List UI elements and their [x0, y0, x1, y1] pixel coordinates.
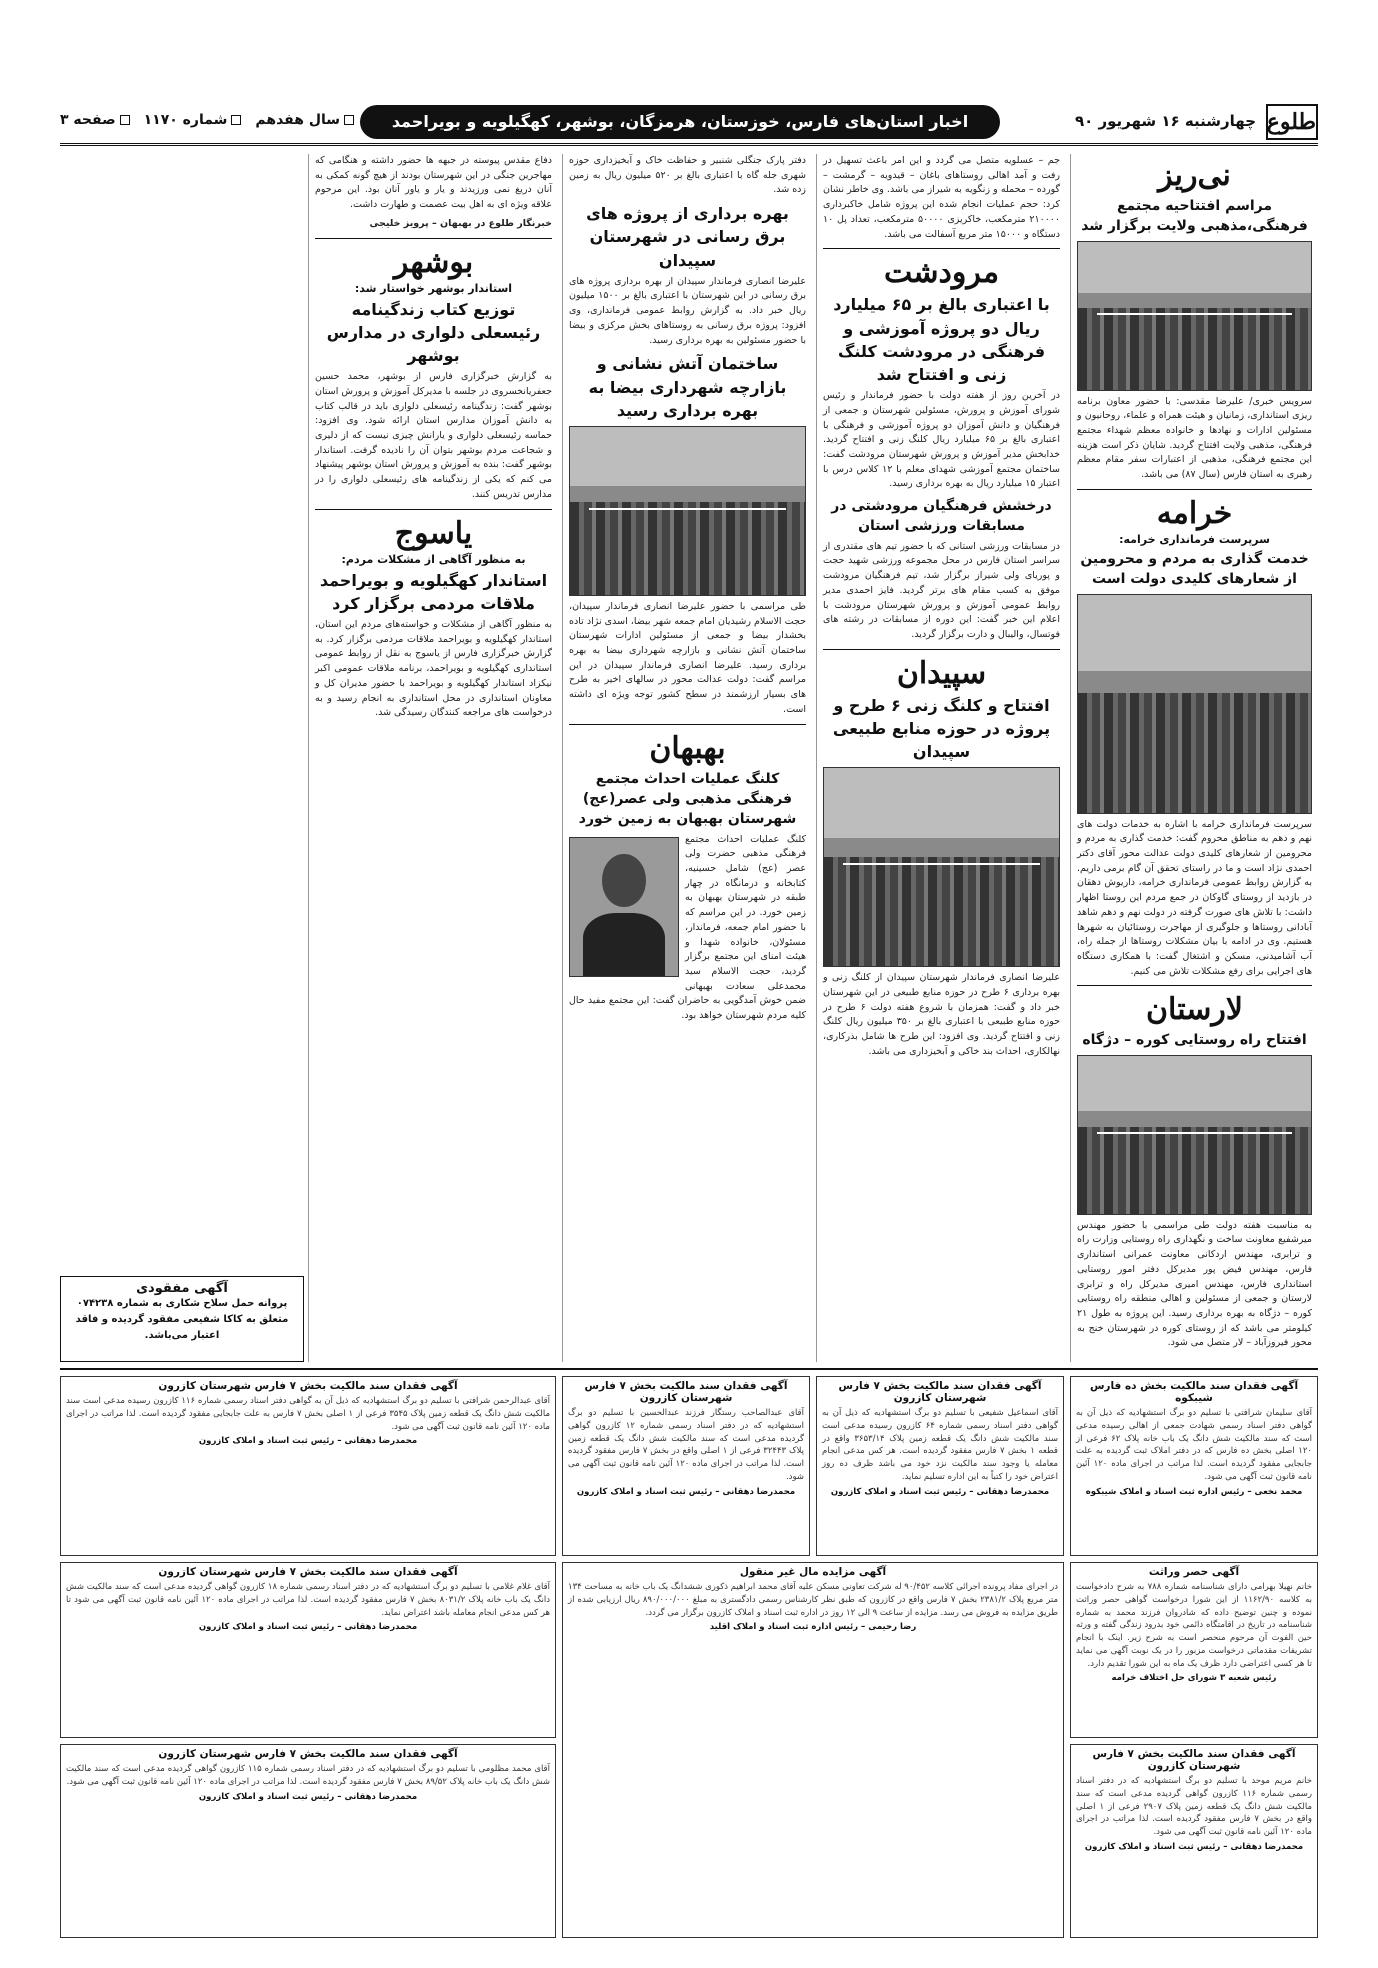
ad-signature: محمدرضا دهقانی – رئیس ثبت اسناد و املاک کازرون: [198, 1622, 418, 1633]
year-label: سال هفدهم: [255, 112, 354, 128]
square-icon: [120, 115, 130, 125]
ad-body: آقای عبدالصاحب رستگار فرزند عبدالحسین با تسلیم دو برگ استشهادیه که در دفتر اسناد رسمی شماره ۱۲ کازرون گواهی گردیده مدعی است که سند مالکیت شش دانگ یک قطعه زمین پلاک ۳۲۴۴۳ فرعی از ۱ اصلی واقع در بخش ۷ فارس مفقود گردیده است. لذا مراتب در اجرای ماده ۱۲۰ آئین نامه قانون ثبت آگهی می شود.: [568, 1408, 805, 1482]
masthead: [60, 100, 1318, 146]
natural-resources-photo: [823, 767, 1060, 967]
ad-body: خانم نهیلا بهرامی دارای شناسنامه شماره ۷۸۸ به شرح دادخواست به کلاسه ۱۱۶۲/۹۰ از این شورا درخواست گواهی حصر وراثت نموده و چنین توضیح داده که شادروان فرزند محمد به شماره شناسنامه در تاریخ در اقامتگاه دائمی خود بدرود زندگی گفته و ورثه حین الفوت آن مرحوم منحصر است به شرح زیر. اینک با انجام تشریفات مقدماتی درخواست مزبور را در یک نوبت آگهی می نماید تا هر کسی اعتراضی دارد ظرف یک ماه به این شورا تقدیم دارد.: [1076, 1582, 1312, 1669]
article-text: جم – عسلویه متصل می گردد و این امر باعث تسهیل در رفت و آمد اهالی روستاهای باغان – قیدویه – گرمشت – گورده – محمله و زنگویه به شیراز می باشد. وی خاطر نشان کرد: حجم عملیات انجام شده این پروژه شامل خاکبرداری ۲۱۰۰۰۰ مترمکعب، خاکریزی ۵۰۰۰۰ مترمکعب، تعداد پل ۱۰ دستگاه و ۱۵۰۰۰ متر مربع آسفالت می باشد.: [823, 155, 1061, 240]
ad-body: آقای محمد مظلومی با تسلیم دو برگ استشهادیه که در دفتر اسناد رسمی شماره ۱۱۵ کازرون گواهی گردیده مدعی است که سند مالکیت شش دانگ یک باب خانه پلاک ۸۹/۵۲ بخش ۷ فارس مفقود گردیده است. لذا مراتب در اجرای ماده ۱۲۰ آئین نامه قانون ثبت آگهی می شود.: [66, 1764, 550, 1787]
official-photo: [1077, 594, 1312, 814]
ad-signature: محمدرضا دهقانی – رئیس ثبت اسناد و املاک کازرون: [1084, 1841, 1304, 1852]
ad-title: آگهی فقدان سند مالکیت بخش ۷ فارس شهرستان کازرون: [158, 1380, 458, 1392]
article-text: کلنگ عملیات احداث مجتمع فرهنگی مذهبی حضرت ولی عصر (عج) شامل حسینیه، کتابخانه و درمانگاه در چهار طبقه در شهرستان بهبهان به زمین خورد. در این مراسم که با حضور امام جمعه، فرماندار، مسئولان، خانواده شهدا و هیئت امنای این مجتمع برگزار گردید، حجت الاسلام سید محمدعلی سعادت بهبهانی ضمن خوش آمدگویی به حاضران گفت: این مجتمع مفید حال کلیه مردم شهرستان خواهد بود.: [569, 833, 806, 1022]
headline: استاندار کهگیلویه و بویراحمد ملاقات مردمی برگزار کرد: [319, 570, 548, 613]
headline: مراسم افتتاحیه مجتمع فرهنگی،مذهبی ولایت برگزار شد: [1081, 198, 1308, 235]
headline: درخشش فرهنگیان مرودشتی در مسابقات ورزشی استان: [831, 498, 1052, 535]
ad-title: آگهی فقدان سند مالکیت بخش ده فارس شیبکوه: [1089, 1380, 1299, 1404]
ad-signature: رضا رحیمی – رئیس اداره ثبت اسناد و املاک اقلید: [709, 1622, 917, 1633]
square-icon: [231, 115, 241, 125]
column-2: [816, 154, 1066, 1362]
ad-title: آگهی فقدان سند مالکیت بخش ۷ فارس شهرستان کازرون: [584, 1380, 788, 1404]
column-1: [1070, 154, 1318, 1362]
classified-ads: [60, 1368, 1318, 1940]
ceremony-photo: [1077, 241, 1312, 391]
ad-body: آقای غلام غلامی با تسلیم دو برگ استشهادیه که در دفتر اسناد رسمی شماره ۱۸ کازرون گواهی گردیده مدعی است که سند مالکیت شش دانگ یک باب خانه پلاک ۸۰۳۱/۲ بخش ۷ فارس مفقود گردیده است. لذا مراتب در اجرای ماده ۱۲۰ آئین نامه قانون ثبت آگهی می شود تا هر کس مدعی انجام معامله باشد اعتراض نماید.: [66, 1582, 550, 1618]
article-text: دفاع مقدس پیوسته در جبهه ها حضور داشته و هنگامی که مهاجرین جنگی در این شهرستان بودند از هیچ گونه کمکی به آنان دریغ نمی ورزیدند و یار و یاور آنان بود. این مرحوم علاقه ویژه ای به اهل بیت عصمت و طهارت داشت.: [315, 155, 552, 211]
article-text: به منظور آگاهی از مشکلات و خواسته‌های مردم این استان، استاندار کهگیلویه و بویراحمد ملاقات مردمی برگزار کرد. به گزارش خبرگزاری فارس از یاسوج به نقل از روابط عمومی استانداری کهگیلویه و بویراحمد، برنامه ملاقات عمومی اکبر نیکزاد استاندار کهگیلویه و بویراحمد با حضور مدیران کل و معاونان استانداری در محل استانداری به انجام رسید و به درخواست های مراجعه کنندگان رسیدگی شد.: [315, 619, 552, 719]
section-banner: اخبار استان‌های فارس، خوزستان، هرمزگان، بوشهر، کهگیلویه و بویراحمد: [360, 105, 1000, 139]
issue-info: [60, 112, 354, 128]
classified-ad: [562, 1562, 1064, 1938]
article-text: سرویس خبری/ علیرضا مقدسی: با حضور معاون برنامه ریزی استانداری، زمانیان و هیئت همراه و علماء، روحانیون و مسئولین ادارات و نهادها و خانواده معظم شهداء مجتمع فرهنگی، مذهبی ولایت افتتاح گردید. شایان ذکر است هزینه این مجتمع فرهنگی، مذهبی از اعتبارات سفر مقام معظم رهبری به استان فارس (سال ۸۷) می باشد.: [1077, 395, 1312, 481]
article-text: علیرضا انصاری فرماندار سپیدان از بهره برداری پروژه های برق رسانی در این شهرستان با اعتباری بالغ بر ۱۵۰۰ میلیون ریال خبر داد. به گزارش روابط عمومی فرمانداری، وی افزود: پروژه برق رسانی به روستاهای بخش مرکزی و بیضا با حضور مسئولین به بهره برداری رسید.: [569, 275, 806, 346]
city-title: لارستان: [1146, 992, 1243, 1028]
headline: بهره برداری از پروژه های برق رسانی در شهرستان سپیدان: [586, 204, 789, 270]
ad-signature: محمدرضا دهقانی – رئیس ثبت اسناد و املاک کازرون: [576, 1486, 796, 1497]
lost-notice-title: آگهی مفقودی: [136, 1281, 228, 1296]
city-title: بوشهر: [393, 244, 474, 280]
lost-notice: [60, 1276, 304, 1362]
cleric-portrait: [569, 837, 679, 977]
ad-body: خانم مریم موحد با تسلیم دو برگ استشهادیه که در دفتر اسناد رسمی شماره ۱۱۶ کازرون گواهی گردیده مدعی است که سند مالکیت شش دانگ یک قطعه زمین پلاک ۲۹۰۷ فرعی از ۱ اصلی واقع در بخش ۷ فارس مفقود گردیده است. لذا مراتب در اجرای ماده ۱۲۰ آئین نامه قانون ثبت آگهی می شود.: [1076, 1776, 1313, 1837]
byline: خبرنگار طلوع در بهبهان – پرویز خلیجی: [369, 217, 552, 229]
kicker: استاندار بوشهر خواستار شد:: [354, 281, 513, 295]
classified-ad: [60, 1376, 556, 1556]
ad-title: آگهی فقدان سند مالکیت بخش ۷ فارس شهرستان کازرون: [158, 1566, 458, 1578]
headline: افتتاح و کلنگ زنی ۶ طرح و پروژه در حوزه منابع طبیعی سپیدان: [832, 695, 1051, 762]
ad-title: آگهی فقدان سند مالکیت بخش ۷ فارس شهرستان کازرون: [1092, 1748, 1296, 1772]
article-text: علیرضا انصاری فرماندار شهرستان سپیدان از کلنگ زنی و بهره برداری ۶ طرح در حوزه منابع طبیعی در این شهرستان خبر داد و گفت: همزمان با شروع هفته دولت ۶ طرح در حوزه منابع طبیعی با اعتباری بالغ بر ۳۵۰ میلیون ریال کلنگ زنی و افتتاح گردید. وی افزود: این طرح ها شامل بذرکاری، نهالکاری، احداث بند خاکی و آبخیزداری می باشد.: [823, 972, 1061, 1057]
classified-ad: [60, 1562, 556, 1738]
headline: توزیع کتاب زندگینامه رئیسعلی دلواری در مدارس بوشهر: [326, 299, 541, 365]
column-3: [562, 154, 812, 1362]
article-text: طی مراسمی با حضور علیرضا انصاری فرماندار سپیدان، حجت الاسلام رشیدیان امام جمعه شهر بیضا، اسدی نژاد تاده بخشدار بیضا و جمعی از مسئولین ادارات شهرستان ساختمان آتش نشانی و بازارچه شهرداری بیضا به بهره برداری رسید. علیرضا انصاری فرماندار سپیدان در این مراسم گفت: دولت عدالت محور در سالهای اخیر به طرح های بسیار ارزشمند در سطح کشور توجه ویژه ای داشته است.: [569, 600, 806, 715]
article-text: در آخرین روز از هفته دولت با حضور فرماندار و رئیس شورای آموزش و پرورش، مسئولین شهرستان و جمعی از فرهنگیان و دانش آموزان دو پروژه آموزشی و فرهنگی با اعتباری بالغ بر ۶۵ میلیارد ریال کلنگ زنی و افتتاح گردید. خدابخش مدیر آموزش و پرورش شهرستان مرودشت گفت: ساختمان مجتمع آموزشی شهدای معلم با ۱۲ کلاس درس با اعتبار ۱۵ میلیارد ریال به بهره برداری رسید.: [823, 390, 1060, 490]
classified-ad: [1070, 1376, 1318, 1556]
ad-title: آگهی حصر وراثت: [1148, 1566, 1240, 1578]
classified-ad: [60, 1744, 556, 1938]
ad-signature: محمد نخعی – رئیس اداره ثبت اسناد و املاک شیبکوه: [1085, 1486, 1303, 1497]
newspaper-logo: طلوع: [1266, 104, 1318, 140]
kicker: به منظور آگاهی از مشکلات مردم:: [341, 552, 526, 566]
ad-signature: محمدرضا دهقانی – رئیس ثبت اسناد و املاک کازرون: [198, 1791, 418, 1802]
column-4: [308, 154, 558, 1362]
ad-title: آگهی مزایده مال غیر منقول: [739, 1566, 887, 1578]
issue-date: چهارشنبه ۱۶ شهریور ۹۰: [1074, 112, 1256, 130]
column-5: [60, 154, 304, 1274]
ad-signature: محمدرضا دهقانی – رئیس ثبت اسناد و املاک کازرون: [830, 1486, 1050, 1497]
article-text: دفتر پارک جنگلی شنبیر و حفاظت خاک و آبخیزداری حوزه شهری جله گاه با اعتباری بالغ بر ۵۲۰ میلیون ریال به زمین زده شد.: [569, 155, 806, 196]
city-title: نی‌ریز: [1158, 158, 1231, 193]
road-opening-photo: [1077, 1055, 1312, 1215]
city-title: یاسوج: [394, 515, 473, 551]
city-title: بهبهان: [649, 730, 726, 766]
article-text: در مسابقات ورزشی استانی که با حضور تیم های مقتدری از سراسر استان فارس در محل مجموعه ورزشی شهید حجت و پوریای ولی شیراز برگزار شد، تیم فرهنگیان مرودشت موفق به کسب مقام های برتر گردید. فایز احمدی مدیر روابط عمومی آموزش و پرورش شهرستان مرودشت با اعلام این خبر گفت: این دوره از مسابقات در رشته های فوتسال، والیبال و دارت برگزار گردید.: [823, 540, 1060, 640]
page-number: صفحه ۳: [60, 112, 130, 128]
classified-ad: [816, 1376, 1064, 1556]
headline: افتتاح راه روستایی کوره – دژگاه: [1082, 1032, 1307, 1049]
headline: ساختمان آتش نشانی و بازارچه شهرداری بیضا به بهره برداری رسید: [588, 354, 787, 420]
ad-body: آقای عبدالرحمن شرافتی با تسلیم دو برگ استشهادیه که ذیل آن به گواهی دفتر اسناد رسمی شماره ۱۱۶ کازرون رسیده مدعی است سند مالکیت شش دانگ یک قطعه زمین پلاک ۳۵۴۵ فرعی از ۱ اصلی بخش ۷ فارس به علت جابجایی مفقود گردیده است. لذا مراتب در اجرای ماده ۱۲۰ آئین نامه قانون ثبت آگهی می شود.: [66, 1396, 550, 1432]
lost-notice-body: پروانه حمل سلاح شکاری به شماره ۰۷۴۲۳۸ متعلق به کاکا شفیعی مفقود گردیده و فاقد اعتبار می‌باشد.: [75, 1298, 289, 1341]
fire-station-photo: [569, 426, 806, 596]
article-text: سرپرست فرمانداری خرامه با اشاره به خدمات دولت های نهم و دهم به مناطق محروم گفت: خدمت گذاری به مردم و محرومین از شعارهای کلیدی دولت عدالت محور آقای دکتر احمدی نژاد است و ما در راستای تحقق آن گام برمی داریم. به گزارش روابط عمومی فرمانداری خرامه، داریوش دهقان در بازدید از روستای گاوکان در جمع مردم این روستا اظهار داشت: با تلاش های صورت گرفته در دولت نهم و دهم شاهد آبادانی روستاها و جلوگیری از مهاجرت روستائیان به شهرها هستیم. وی در ادامه با بیان مشکلات روستاها از جمله راه، آب آشامیدنی، مسکن و اشتغال گفت: با همکاری دستگاه های اجرایی برای رفع مشکلات تلاش می کنیم.: [1077, 818, 1312, 977]
classified-ad: [562, 1376, 810, 1556]
city-title: مرودشت: [883, 255, 1000, 291]
ad-signature: رئیس شعبه ۳ شورای حل اختلاف خرامه: [1111, 1673, 1277, 1684]
classified-ad: [1070, 1744, 1318, 1938]
article-text: به گزارش خبرگزاری فارس از بوشهر، محمد حسین جعفریانخسروی در جلسه با مدیرکل آموزش و پرورش استان بوشهر گفت: زندگینامه رئیسعلی دلواری باید در قالب کتاب به دانش آموزان مدارس استان ارائه شود. وی افزود: حماسه رئیسعلی دلواری و یارانش چیزی نیست که از دلیری و شجاعت مردم بوشهر بتوان آن را نادیده گرفت. استاندار بوشهر گفت: بنده به آموزش و پرورش استان بوشهر پیشنهاد می کنم که یکی از زندگینامه های رئیسعلی دلواری را در مدارس تدریس کنند.: [315, 371, 552, 500]
issue-number: شماره ۱۱۷۰: [144, 112, 242, 128]
headline: کلنگ عملیات احداث مجتمع فرهنگی مذهبی ولی عصر(عج) شهرستان بهبهان به زمین خورد: [578, 770, 797, 828]
ad-body: در اجرای مفاد پرونده اجرائی کلاسه ۹۰/۴۵۲ له شرکت تعاونی مسکن علیه آقای محمد ابراهیم ذکوری ششدانگ یک باب خانه به مساحت ۱۳۴ متر مربع پلاک ۲۳۸۱/۲ بخش ۷ فارس واقع در کازرون که طبق نظر کارشناس رسمی دادگستری به مبلغ ۸۹۰/۰۰۰/۰۰۰ ریال ارزیابی شده از طریق مزایده به فروش می رسد. مزایده از ساعت ۹ الی ۱۲ روز در اداره ثبت اسناد و املاک کازرون برگزار می گردد.: [568, 1582, 1059, 1618]
ad-title: آگهی فقدان سند مالکیت بخش ۷ فارس شهرستان کازرون: [838, 1380, 1042, 1404]
city-title: خرامه: [1156, 495, 1233, 531]
kicker: سرپرست فرمانداری خرامه:: [1119, 532, 1270, 546]
classified-ad: [1070, 1562, 1318, 1738]
ad-body: آقای اسماعیل شفیعی با تسلیم دو برگ استشهادیه که ذیل آن به گواهی دفتر اسناد رسمی شماره ۶۴ کازرون رسیده مدعی است سند مالکیت شش دانگ یک قطعه زمین پلاک ۳۶۵۳/۱۴ واقع در قطعه ۱ بخش ۷ فارس مفقود گردیده است. هر کس مدعی انجام معامله یا وجود سند مالکیت نزد خود می باشد ظرف ده روز اعتراض خود را کتباً به این اداره تسلیم نماید.: [822, 1408, 1058, 1482]
headline: خدمت گذاری به مردم و محرومین از شعارهای کلیدی دولت است: [1080, 550, 1309, 588]
ad-body: آقای سلیمان شرافتی با تسلیم دو برگ استشهادیه که ذیل آن به گواهی دفتر اسناد رسمی شهادت جمعی از اهالی رسیده مدعی است که سند مالکیت شش دانگ یک باب خانه پلاک ۶۲ فرعی از ۱۲۰ اصلی بخش ده فارس که در دفتر املاک ثبت گردیده به علت جابجایی مفقود گردیده است. لذا مراتب در اجرای ماده ۱۲۰ آئین نامه قانون ثبت آگهی می شود.: [1076, 1408, 1313, 1482]
newspaper-page: [60, 100, 1318, 1940]
city-title: سپیدان: [896, 655, 987, 691]
ad-signature: محمدرضا دهقانی – رئیس ثبت اسناد و املاک کازرون: [198, 1436, 418, 1447]
headline: با اعتباری بالغ بر ۶۵ میلیارد ریال دو پروژه آموزشی و فرهنگی در مرودشت کلنگ زنی و افتتاح شد: [833, 295, 1050, 384]
square-icon: [344, 115, 354, 125]
ad-title: آگهی فقدان سند مالکیت بخش ۷ فارس شهرستان کازرون: [158, 1748, 458, 1760]
article-text: به مناسبت هفته دولت طی مراسمی با حضور مهندس میرشفیع معاونت ساخت و نگهداری راه روستایی وزارت راه و ترابری، مهندس اردکانی معاونت عمرانی استانداری فارس، مهندس فیض پور مدیرکل دفتر امور روستایی استانداری فارس، مهندس امیری مدیرکل راه و ترابری لارستان و جمعی از مسئولین و اهالی منطقه راه روستایی کوره – دژگاه به بهره برداری رسید. این پروژه به طول ۲۱ کیلومتر می باشد که از روستای کوره در شهرستان خنج به محور فیروزآباد – لار متصل می شود.: [1077, 1219, 1312, 1349]
